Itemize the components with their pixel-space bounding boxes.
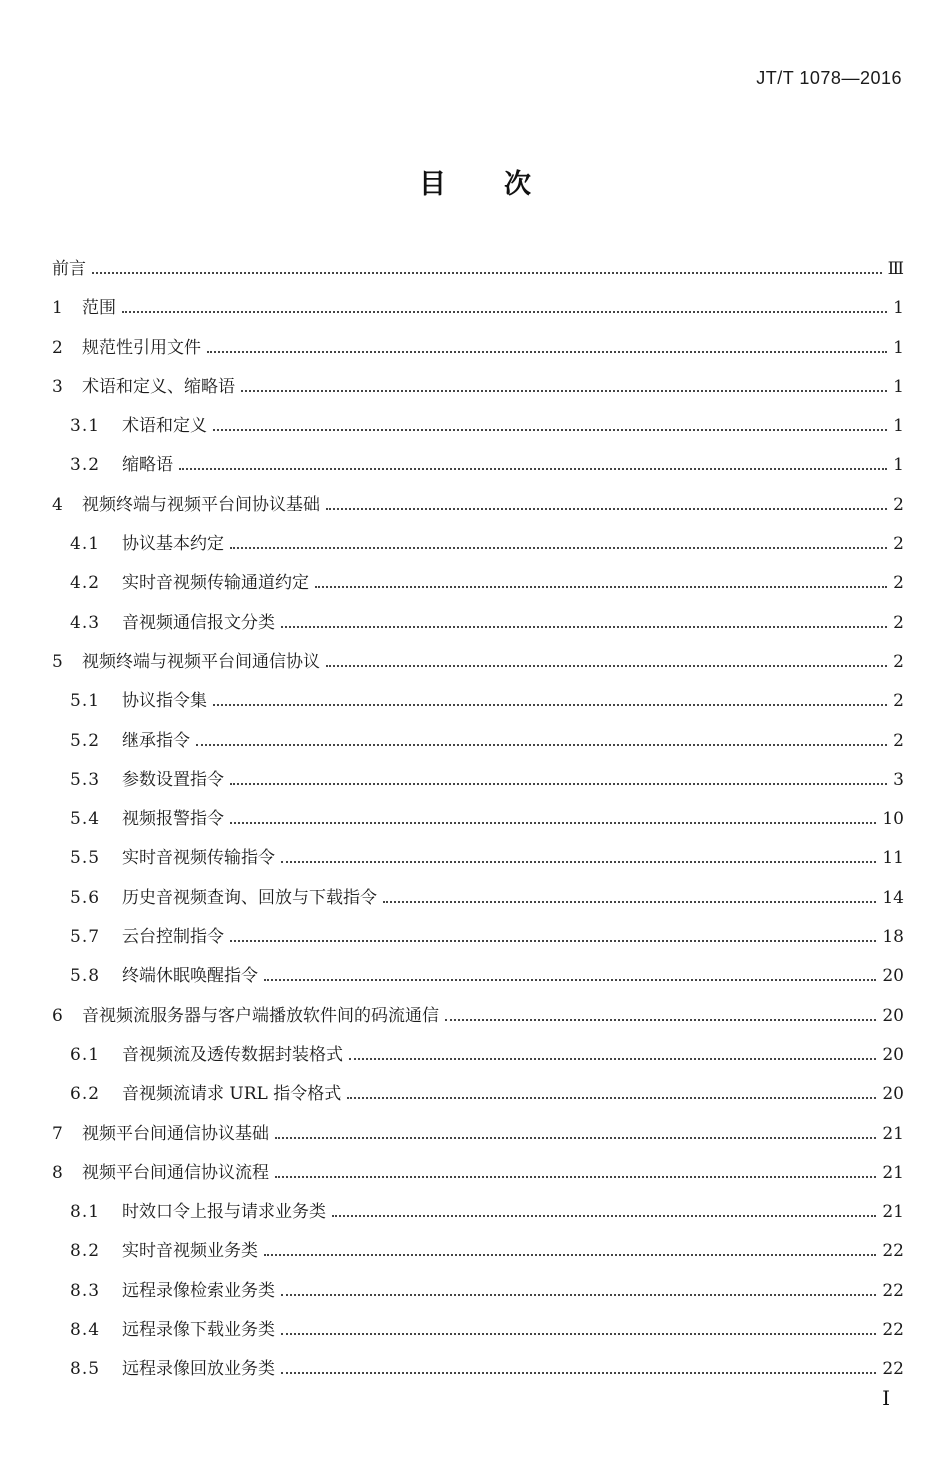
dot-leader <box>326 665 887 667</box>
toc-entry[interactable] <box>52 1036 904 1075</box>
toc-entry[interactable] <box>52 525 904 564</box>
toc-entry[interactable] <box>52 250 904 289</box>
dot-leader <box>315 586 887 588</box>
toc-entry-label: 终端休眠唤醒指令 <box>122 966 258 987</box>
dot-leader <box>264 979 876 981</box>
dot-leader <box>445 1019 876 1021</box>
toc-entry[interactable] <box>52 1154 904 1193</box>
toc-entry-number: 5.6 <box>70 887 101 908</box>
toc-entry-label: 术语和定义 <box>122 416 207 437</box>
toc-entry-number: 8 <box>52 1162 63 1183</box>
dot-leader <box>326 508 887 510</box>
toc-entry-page: 1 <box>893 337 904 358</box>
dot-leader <box>207 351 887 353</box>
toc-entry[interactable] <box>52 368 904 407</box>
toc-entry-number: 5 <box>52 651 63 672</box>
toc-entry-page: 14 <box>882 887 904 908</box>
dot-leader <box>275 1176 876 1178</box>
dot-leader <box>230 547 887 549</box>
dot-leader <box>332 1215 876 1217</box>
toc-entry-number: 5.1 <box>70 691 101 712</box>
toc-entry-page: 10 <box>882 809 904 830</box>
toc-entry-number: 8.5 <box>70 1359 101 1380</box>
toc-entry-page: 1 <box>893 455 904 476</box>
toc-entry-label: 视频终端与视频平台间协议基础 <box>82 494 320 515</box>
toc-entry-label: 时效口令上报与请求业务类 <box>122 1202 326 1223</box>
toc-entry-label: 参数设置指令 <box>122 769 224 790</box>
toc-entry-page: 3 <box>893 769 904 790</box>
toc-entry-label: 协议指令集 <box>122 691 207 712</box>
toc-entry[interactable] <box>52 918 904 957</box>
page-title: 目次 <box>419 169 589 200</box>
toc-entry-page: 2 <box>893 534 904 555</box>
toc-entry[interactable] <box>52 722 904 761</box>
toc-entry-number: 7 <box>52 1123 63 1144</box>
dot-leader <box>230 783 887 785</box>
toc-entry-page: 21 <box>882 1123 904 1144</box>
toc-entry[interactable] <box>52 407 904 446</box>
toc-entry-label: 音视频通信报文分类 <box>122 612 275 633</box>
toc-entry[interactable] <box>52 997 904 1036</box>
table-of-contents <box>52 250 904 1390</box>
toc-entry-label: 规范性引用文件 <box>82 337 201 358</box>
dot-leader <box>281 861 876 863</box>
toc-entry[interactable] <box>52 1115 904 1154</box>
toc-entry-label: 远程录像检索业务类 <box>122 1280 275 1301</box>
toc-entry-page: 2 <box>893 691 904 712</box>
dot-leader <box>179 468 887 470</box>
toc-entry-label: 实时音视频传输通道约定 <box>122 573 309 594</box>
toc-entry-page: 21 <box>882 1202 904 1223</box>
toc-entry[interactable] <box>52 329 904 368</box>
toc-entry-label: 范围 <box>82 298 116 319</box>
toc-entry-page: 20 <box>882 1044 904 1065</box>
toc-entry-label: 音视频流及透传数据封装格式 <box>122 1044 343 1065</box>
toc-entry-page: 2 <box>893 730 904 751</box>
toc-entry-label: 音视频流服务器与客户端播放软件间的码流通信 <box>82 1005 439 1026</box>
toc-entry-number: 6 <box>52 1005 63 1026</box>
toc-entry[interactable] <box>52 604 904 643</box>
toc-entry-number: 4.3 <box>70 612 101 633</box>
toc-entry-page: 2 <box>893 651 904 672</box>
toc-entry[interactable] <box>52 839 904 878</box>
dot-leader <box>349 1058 876 1060</box>
toc-entry-label: 视频平台间通信协议流程 <box>82 1162 269 1183</box>
dot-leader <box>122 311 887 313</box>
toc-entry-label: 历史音视频查询、回放与下载指令 <box>122 887 377 908</box>
dot-leader <box>281 1372 876 1374</box>
dot-leader <box>383 901 876 903</box>
dot-leader <box>281 1333 876 1335</box>
toc-entry-label: 远程录像下载业务类 <box>122 1320 275 1341</box>
toc-entry[interactable] <box>52 1232 904 1271</box>
dot-leader <box>213 429 887 431</box>
toc-entry-number: 5.4 <box>70 809 101 830</box>
toc-entry-number: 3.1 <box>70 416 101 437</box>
toc-entry-page: 1 <box>893 298 904 319</box>
dot-leader <box>281 626 887 628</box>
toc-entry-page: 22 <box>882 1320 904 1341</box>
toc-entry[interactable] <box>52 957 904 996</box>
toc-entry-number: 3 <box>52 376 63 397</box>
toc-entry-label: 术语和定义、缩略语 <box>82 376 235 397</box>
toc-entry-page: 22 <box>882 1359 904 1380</box>
toc-entry-page: Ⅲ <box>887 259 904 279</box>
toc-entry[interactable] <box>52 446 904 485</box>
dot-leader <box>275 1137 876 1139</box>
toc-entry-label: 远程录像回放业务类 <box>122 1359 275 1380</box>
toc-entry-number: 8.1 <box>70 1202 101 1223</box>
toc-entry-label: 缩略语 <box>122 455 173 476</box>
toc-entry-number: 8.4 <box>70 1320 101 1341</box>
toc-entry-label: 协议基本约定 <box>122 534 224 555</box>
toc-entry-label: 云台控制指令 <box>122 927 224 948</box>
toc-entry-label: 实时音视频业务类 <box>122 1241 258 1262</box>
toc-entry[interactable] <box>52 761 904 800</box>
toc-entry-page: 2 <box>893 494 904 515</box>
dot-leader <box>213 704 887 706</box>
toc-entry-label: 视频平台间通信协议基础 <box>82 1123 269 1144</box>
toc-entry-label: 视频报警指令 <box>122 809 224 830</box>
toc-entry-number: 6.2 <box>70 1084 101 1105</box>
toc-entry-number: 2 <box>52 337 63 358</box>
toc-entry-number: 5.5 <box>70 848 101 869</box>
toc-entry-label: 实时音视频传输指令 <box>122 848 275 869</box>
toc-entry-label: 前言 <box>52 259 86 279</box>
toc-entry-number: 4.1 <box>70 534 101 555</box>
toc-entry-number: 4 <box>52 494 63 515</box>
toc-entry-label: 视频终端与视频平台间通信协议 <box>82 651 320 672</box>
toc-entry-page: 11 <box>882 848 904 869</box>
toc-entry[interactable] <box>52 1350 904 1389</box>
toc-entry[interactable] <box>52 643 904 682</box>
dot-leader <box>230 822 876 824</box>
toc-entry-number: 4.2 <box>70 573 101 594</box>
toc-entry[interactable] <box>52 1075 904 1114</box>
toc-entry-number: 5.3 <box>70 769 101 790</box>
toc-entry-page: 21 <box>882 1162 904 1183</box>
toc-entry[interactable] <box>52 1193 904 1232</box>
dot-leader <box>241 390 887 392</box>
standard-code: JT/T 1078—2016 <box>756 68 902 88</box>
dot-leader <box>347 1097 876 1099</box>
toc-entry-number: 1 <box>52 298 63 319</box>
toc-entry-page: 1 <box>893 376 904 397</box>
toc-entry[interactable] <box>52 289 904 328</box>
toc-entry-page: 20 <box>882 1084 904 1105</box>
toc-entry-page: 22 <box>882 1280 904 1301</box>
toc-entry-label: 继承指令 <box>122 730 190 751</box>
toc-entry[interactable] <box>52 800 904 839</box>
toc-entry[interactable] <box>52 1311 904 1350</box>
toc-entry-number: 5.8 <box>70 966 101 987</box>
toc-entry[interactable] <box>52 486 904 525</box>
toc-entry-page: 2 <box>893 612 904 633</box>
toc-entry-page: 20 <box>882 1005 904 1026</box>
dot-leader <box>230 940 876 942</box>
toc-entry[interactable] <box>52 1272 904 1311</box>
toc-entry-page: 2 <box>893 573 904 594</box>
toc-entry-page: 18 <box>882 927 904 948</box>
toc-entry-label: 音视频流请求 URL 指令格式 <box>122 1084 342 1105</box>
toc-entry-page: 22 <box>882 1241 904 1262</box>
toc-entry-number: 5.7 <box>70 927 101 948</box>
toc-entry-number: 8.2 <box>70 1241 101 1262</box>
page-number: I <box>882 1386 890 1410</box>
dot-leader <box>92 272 882 274</box>
dot-leader <box>281 1294 876 1296</box>
dot-leader <box>196 744 887 746</box>
toc-entry-number: 8.3 <box>70 1280 101 1301</box>
dot-leader <box>264 1254 876 1256</box>
toc-entry[interactable] <box>52 564 904 603</box>
toc-entry-page: 20 <box>882 966 904 987</box>
toc-entry[interactable] <box>52 682 904 721</box>
toc-entry-page: 1 <box>893 416 904 437</box>
toc-entry-number: 3.2 <box>70 455 101 476</box>
toc-entry-number: 5.2 <box>70 730 101 751</box>
toc-entry[interactable] <box>52 879 904 918</box>
toc-entry-number: 6.1 <box>70 1044 101 1065</box>
